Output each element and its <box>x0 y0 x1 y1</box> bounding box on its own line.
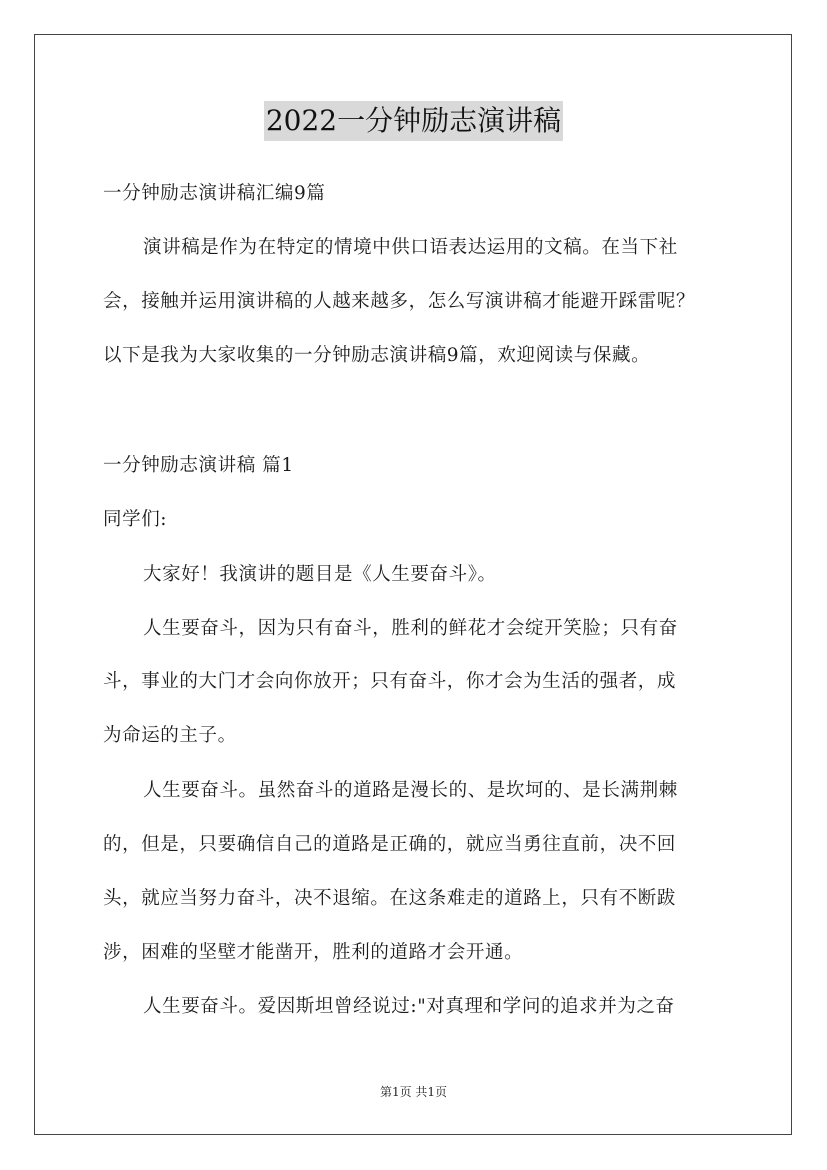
para3-line-1: 人生要奋斗。爱因斯坦曾经说过:"对真理和学问的追求并为之奋 <box>143 996 675 1017</box>
section-heading: 一分钟励志演讲稿 篇1 <box>103 455 294 476</box>
document-title: 2022一分钟励志演讲稿 <box>264 101 563 141</box>
intro-line-2: 会，接触并运用演讲稿的人越来越多，怎么写演讲稿才能避开踩雷呢？ <box>103 291 696 312</box>
para1-line-2: 斗，事业的大门才会向你放开；只有奋斗，你才会为生活的强者，成 <box>103 671 677 692</box>
intro-line-1: 演讲稿是作为在特定的情境中供口语表达运用的文稿。在当下社 <box>143 237 678 258</box>
page-number: 第1页 共1页 <box>379 1085 448 1099</box>
para2-line-4: 涉，困难的坚壁才能凿开，胜利的道路才会开通。 <box>103 942 524 963</box>
title-container <box>0 101 827 141</box>
document-subtitle: 一分钟励志演讲稿汇编9篇 <box>103 183 326 204</box>
intro-line-3: 以下是我为大家收集的一分钟励志演讲稿9篇，欢迎阅读与保藏。 <box>103 345 651 366</box>
greeting: 大家好！我演讲的题目是《人生要奋斗》。 <box>143 564 497 585</box>
para2-line-1: 人生要奋斗。虽然奋斗的道路是漫长的、是坎坷的、是长满荆棘 <box>143 780 678 801</box>
para1-line-3: 为命运的主子。 <box>103 725 237 746</box>
para2-line-2: 的，但是，只要确信自己的道路是正确的，就应当勇往直前，决不回 <box>103 834 677 855</box>
para2-line-3: 头，就应当努力奋斗，决不退缩。在这条难走的道路上，只有不断跋 <box>103 888 677 909</box>
para1-line-1: 人生要奋斗，因为只有奋斗，胜利的鲜花才会绽开笑脸；只有奋 <box>143 618 678 639</box>
salutation: 同学们: <box>103 509 168 530</box>
